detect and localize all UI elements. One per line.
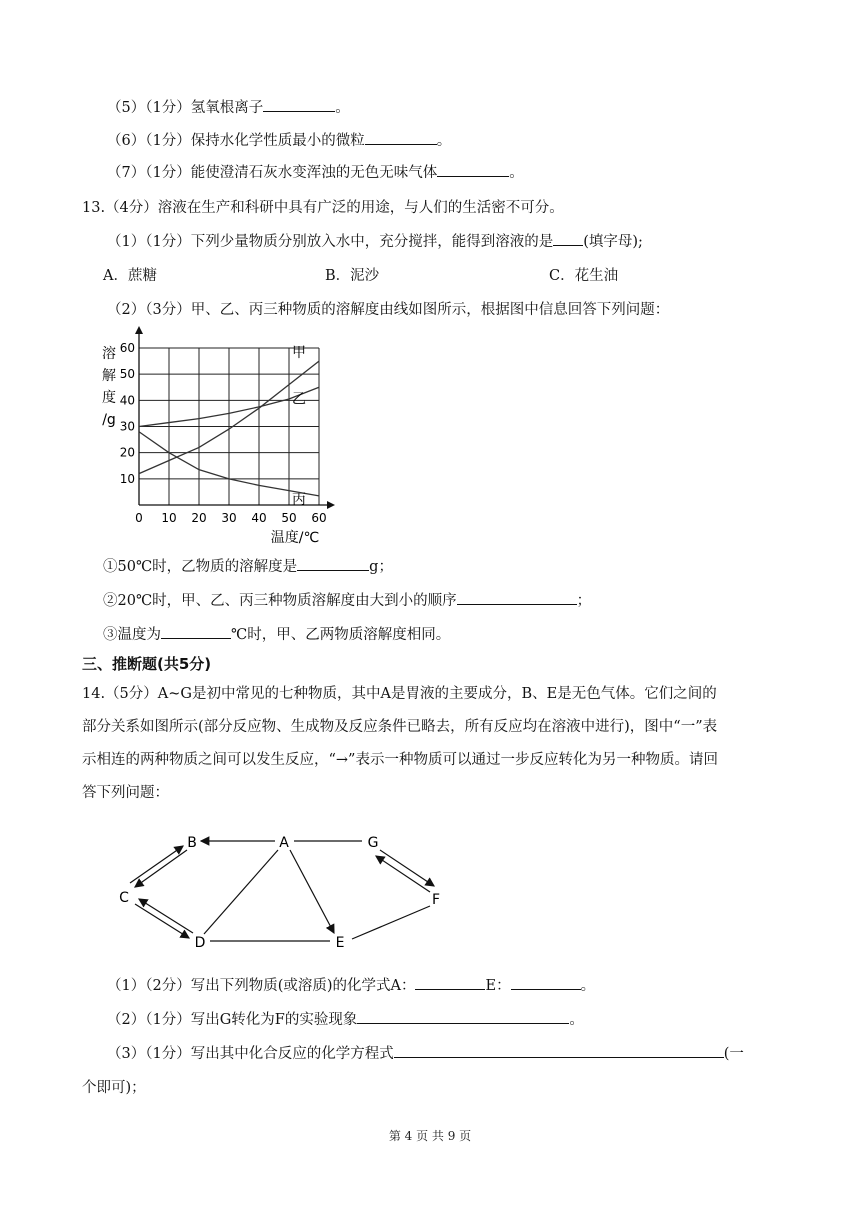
q14-stem-line-2: 部分关系如图所示(部分反应物、生成物及反应条件已略去，所有反应均在溶液中进行)，图中“一”表: [82, 719, 718, 735]
answer-blank: [357, 1009, 569, 1024]
edge-a-d: [204, 850, 278, 934]
edge-b-to-c: [135, 850, 187, 887]
y-tick-label: 20: [119, 445, 135, 460]
edge-a-to-e: [290, 850, 334, 933]
x-tick-label: 20: [191, 511, 207, 525]
option-c: C．花生油: [549, 268, 619, 284]
series-label-3: 丙: [292, 491, 306, 508]
edge-d-to-c: [139, 899, 193, 933]
x-tick-label: 50: [281, 511, 297, 525]
section-title: 三、推断题(共5分): [82, 655, 212, 673]
answer-blank: [511, 975, 581, 990]
node-a: A: [279, 835, 289, 851]
answer-blank: [161, 624, 231, 639]
x-axis-label: 温度/℃: [270, 530, 320, 546]
edge-c-to-d: [135, 904, 189, 938]
answer-blank: [415, 975, 485, 990]
series-label-2: 乙: [292, 391, 306, 408]
y-axis-label-char: /g: [102, 412, 116, 428]
node-b: B: [187, 835, 197, 851]
option-b: B．泥沙: [325, 268, 380, 284]
option-a: A．蔗糖: [103, 268, 157, 284]
y-axis-label-char: 度: [102, 390, 116, 406]
q13-blank-3: ③温度为 ℃时，甲、乙两物质溶解度相同。: [103, 623, 450, 644]
answer-blank: [394, 1043, 724, 1058]
y-tick-label: 40: [119, 393, 135, 408]
q14-sub1: （1）（2分）写出下列物质(或溶质)的化学式A： E： 。: [107, 974, 595, 995]
q13-sub1: （1）（1分）下列少量物质分别放入水中，充分搅拌，能得到溶液的是 (填字母);: [107, 230, 643, 251]
q14-stem-line-1: 14.（5分）A~G是初中常见的七种物质，其中A是胃液的主要成分，B、E是无色气体。它们之间的: [82, 686, 717, 702]
y-tick-label: 50: [119, 367, 135, 382]
answer-blank: [365, 130, 437, 145]
y-axis-label-char: 溶: [102, 346, 116, 362]
q14-sub3: （3）（1分）写出其中化合反应的化学方程式 (一: [107, 1042, 744, 1063]
edge-f-to-g: [376, 856, 430, 892]
q14-sub3-continued: 个即可)；: [82, 1080, 146, 1096]
x-tick-label: 40: [251, 511, 267, 525]
q12-item-7: （7）（1分）能使澄清石灰水变浑浊的无色无味气体 。: [107, 161, 524, 182]
answer-blank: [437, 162, 509, 177]
y-tick-label: 30: [119, 419, 135, 434]
answer-blank: [263, 97, 335, 112]
answer-blank: [457, 590, 577, 605]
y-tick-label: 10: [119, 471, 135, 486]
y-axis-label-char: 解: [102, 368, 116, 384]
y-tick-label: 60: [119, 341, 135, 355]
node-c: C: [119, 890, 129, 906]
q14-stem-line-4: 答下列问题：: [82, 785, 169, 801]
q13-stem: 13.（4分）溶液在生产和科研中具有广泛的用途，与人们的生活密不可分。: [82, 200, 564, 216]
q12-item-5: （5）（1分）氢氧根离子 。: [107, 96, 350, 117]
node-d: D: [194, 935, 206, 951]
x-tick-label: 30: [221, 511, 237, 525]
solubility-chart: [95, 322, 345, 547]
relation-diagram: [100, 820, 460, 960]
x-axis-arrow: [327, 501, 335, 509]
edge-f-e: [352, 906, 430, 939]
chart-grid: [139, 348, 319, 505]
node-f: F: [431, 892, 441, 908]
q14-sub2: （2）（1分）写出G转化为F的实验现象 。: [107, 1008, 584, 1029]
page-footer: 第 4 页 共 9 页: [388, 1129, 472, 1143]
answer-blank: [297, 556, 369, 571]
q14-stem-line-3: 示相连的两种物质之间可以发生反应，“→”表示一种物质可以通过一步反应转化为另一种物质。请回: [82, 752, 718, 768]
answer-blank: [553, 231, 583, 246]
x-tick-label: 0: [135, 511, 143, 525]
q13-blank-2: ②20℃时，甲、乙、丙三种物质溶解度由大到小的顺序 ；: [103, 589, 591, 610]
q13-sub2: （2）（3分）甲、乙、丙三种物质的溶解度由线如图所示，根据图中信息回答下列问题：: [107, 302, 670, 318]
q13-blank-1: ①50℃时，乙物质的溶解度是 g；: [103, 555, 393, 576]
series-label-1: 甲: [292, 345, 306, 362]
node-e: E: [335, 935, 345, 951]
edge-g-to-f: [380, 850, 434, 886]
x-tick-label: 10: [161, 511, 177, 525]
chart-labels: [102, 341, 327, 546]
y-axis-arrow: [135, 326, 143, 334]
q12-item-6: （6）（1分）保持水化学性质最小的微粒 。: [107, 129, 451, 150]
node-g: G: [367, 835, 379, 851]
edge-c-to-b: [130, 846, 183, 883]
x-tick-label: 60: [311, 511, 327, 525]
